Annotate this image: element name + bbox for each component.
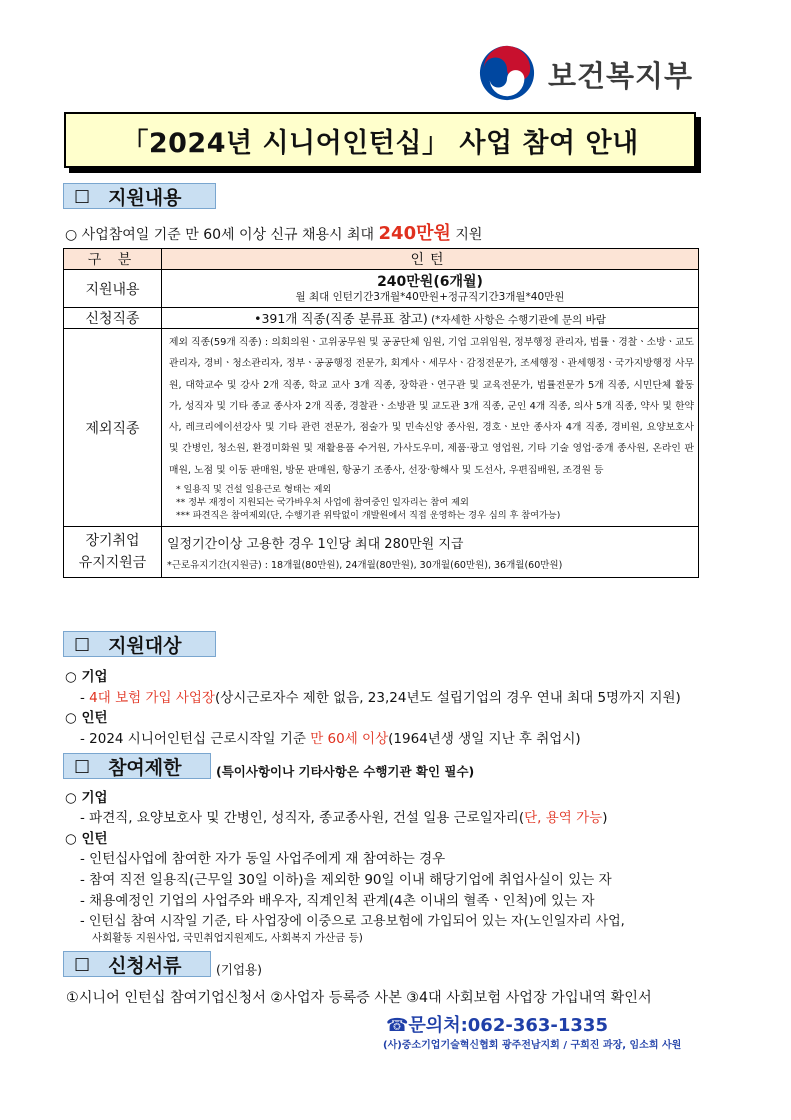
contact-organization: (사)중소기업기술혁신협회 광주전남지회 / 구희진 과장, 임소희 사원: [383, 1040, 682, 1051]
section-header-support: [63, 183, 216, 209]
table-header-row: [64, 249, 699, 270]
page-title-box: [64, 112, 696, 168]
restriction-company-title: ○ 기업: [65, 790, 108, 806]
row-value-occupation: •391개 직종(직종 분류표 참고) (*자세한 사항은 수행기관에 문의 바람: [162, 308, 699, 329]
checkbox-square-icon: □: [74, 954, 91, 974]
section-title: 지원대상: [108, 634, 182, 657]
table-row: [64, 270, 699, 308]
restriction-intern-item: - 인턴십 참여 시작일 기준, 타 사업장에 이중으로 고용보험에 가입되어 있는 자(노인일자리 사업,: [80, 914, 625, 929]
restriction-intern-item: - 채용예정인 기업의 사업주와 배우자, 직계인척 관계(4촌 이내의 혈족ㆍ인척)에 있는 자: [80, 893, 595, 909]
section-title: 신청서류: [108, 954, 182, 977]
target-company-line: - 4대 보험 가입 사업장(상시근로자수 제한 없음, 23,24년도 설립기업의 경우 연내 최대 5명까지 지원): [80, 690, 681, 706]
row-label-excluded: 제외직종: [64, 329, 162, 527]
restriction-intern-item: - 인턴십사업에 참여한 자가 동일 사업주에게 재 참여하는 경우: [80, 851, 446, 867]
row-value-retention: [162, 527, 699, 578]
section-header-documents: [63, 951, 211, 977]
restriction-intern-item: - 참여 직전 일용직(근무일 30일 이하)을 제외한 90일 이내 해당기업에 취업사실이 있는 자: [80, 872, 612, 888]
target-intern-line: - 2024 시니어인턴십 근로시작일 기준 만 60세 이상(1964년생 생일 지난 후 취업시): [80, 731, 581, 747]
taegeuk-emblem-icon: [478, 44, 536, 102]
excluded-note: ** 정부 재정이 지원되는 국가바우처 사업에 참여중인 일자리는 참여 제외: [176, 497, 469, 509]
row-label-support: 지원내용: [64, 270, 162, 308]
restriction-note: (특이사항이나 기타사항은 수행기관 확인 필수): [216, 764, 475, 779]
table-header-category: 구 분: [64, 249, 162, 270]
table-row: [64, 308, 699, 329]
ministry-name: 보건복지부: [548, 59, 694, 93]
excluded-occupations-text: 제외 직종(59개 직종) : 의회의원ㆍ고위공무원 및 공공단체 임원, 기업 고위임원, 정부행정 관리자, 법률ㆍ경찰ㆍ소방ㆍ교도관리자, 경비ㆍ청소관리자, 정부ㆍ공공행정 전문가, 회계사ㆍ세무사ㆍ감정전문가, 조세행정ㆍ관세행정ㆍ국가지방행정 사무원, 대학교수 및 강사 2개 직종, 학교 교사 3개 직종, 장학관ㆍ연구관 및 교육전문가, 법률전문가 5개 직종, 시민단체 활동가, 성직자 및 기타 종교 종사자 2개 직종, 경찰관ㆍ소방관 및 교도관 3개 직종, 군인 4개 직종, 의사 5개 직종, 약사 및 한약사, 레크리에이션강사 및 기타 관련 전문가, 점술가 및 민속신앙 종사원, 경호ㆍ보안 종사자 4개 직종, 경비원, 요양보호사 및 간병인, 청소원, 환경미화원 및 재활용품 수거원, 가사도우미, 제품·광고 영업원, 기타 기술 영업·중개 종사원, 온라인 판매원, 노점 및 이동 판매원, 방문 판매원, 항공기 조종사, 선장·항해사 및 도선사, 우편집배원, 조경원 등: [169, 337, 694, 476]
table-row: [64, 527, 699, 578]
support-detail: 월 최대 인턴기간3개월*40만원+정규직기간3개월*40만원: [295, 290, 565, 303]
target-company-title: ○ 기업: [65, 669, 108, 685]
support-max-amount: 240만원: [378, 223, 451, 244]
ministry-logo: [478, 44, 708, 104]
table-header-intern: 인턴: [162, 249, 699, 270]
section-title: 참여제한: [108, 756, 182, 779]
support-amount: 240만원(6개월): [377, 273, 483, 290]
retention-main: 일정기간이상 고용한 경우 1인당 최대 280만원 지급: [167, 537, 464, 553]
row-label-occupation: 신청직종: [64, 308, 162, 329]
restriction-intern-title: ○ 인턴: [65, 831, 108, 847]
checkbox-square-icon: □: [74, 634, 91, 654]
row-value-excluded: [162, 329, 699, 527]
excluded-note: *** 파견직은 참여제외(단, 수행기관 위탁없이 개발원에서 직접 운영하는 경우 심의 후 참여가능): [176, 510, 561, 522]
documents-note: (기업용): [216, 962, 262, 977]
section-header-target: [63, 631, 216, 657]
support-table: [63, 248, 699, 578]
checkbox-square-icon: □: [74, 756, 91, 776]
restriction-intern-item-cont: 사회활동 지원사업, 국민취업지원제도, 사회복지 가산금 등): [92, 932, 363, 944]
table-row: [64, 329, 699, 527]
row-value-support: [162, 270, 699, 308]
target-intern-title: ○ 인턴: [65, 710, 108, 726]
excluded-note: * 일용직 및 건설 일용근로 형태는 제외: [176, 484, 332, 496]
section-header-restriction: [63, 753, 211, 779]
section-title: 지원내용: [108, 186, 182, 209]
row-label-retention: 장기취업 유지지원금: [64, 527, 162, 578]
support-intro: ○ 사업참여일 기준 만 60세 이상 신규 채용시 최대 240만원 지원: [65, 223, 483, 244]
restriction-company-line: - 파견직, 요양보호사 및 간병인, 성직자, 종교종사원, 건설 일용 근로일자리(단, 용역 가능): [80, 810, 608, 826]
page-title: 「2024년 시니어인턴십」 사업 참여 안내: [121, 127, 639, 159]
contact-phone: ☎문의처:062-363-1335: [386, 1015, 608, 1036]
documents-list: ①시니어 인턴십 참여기업신청서 ②사업자 등록증 사본 ③4대 사회보험 사업장 가입내역 확인서: [66, 990, 652, 1006]
checkbox-square-icon: □: [74, 186, 91, 206]
retention-detail: *근로유지기간(지원금) : 18개월(80만원), 24개월(80만원), 30개월(60만원), 36개월(60만원): [167, 560, 563, 572]
